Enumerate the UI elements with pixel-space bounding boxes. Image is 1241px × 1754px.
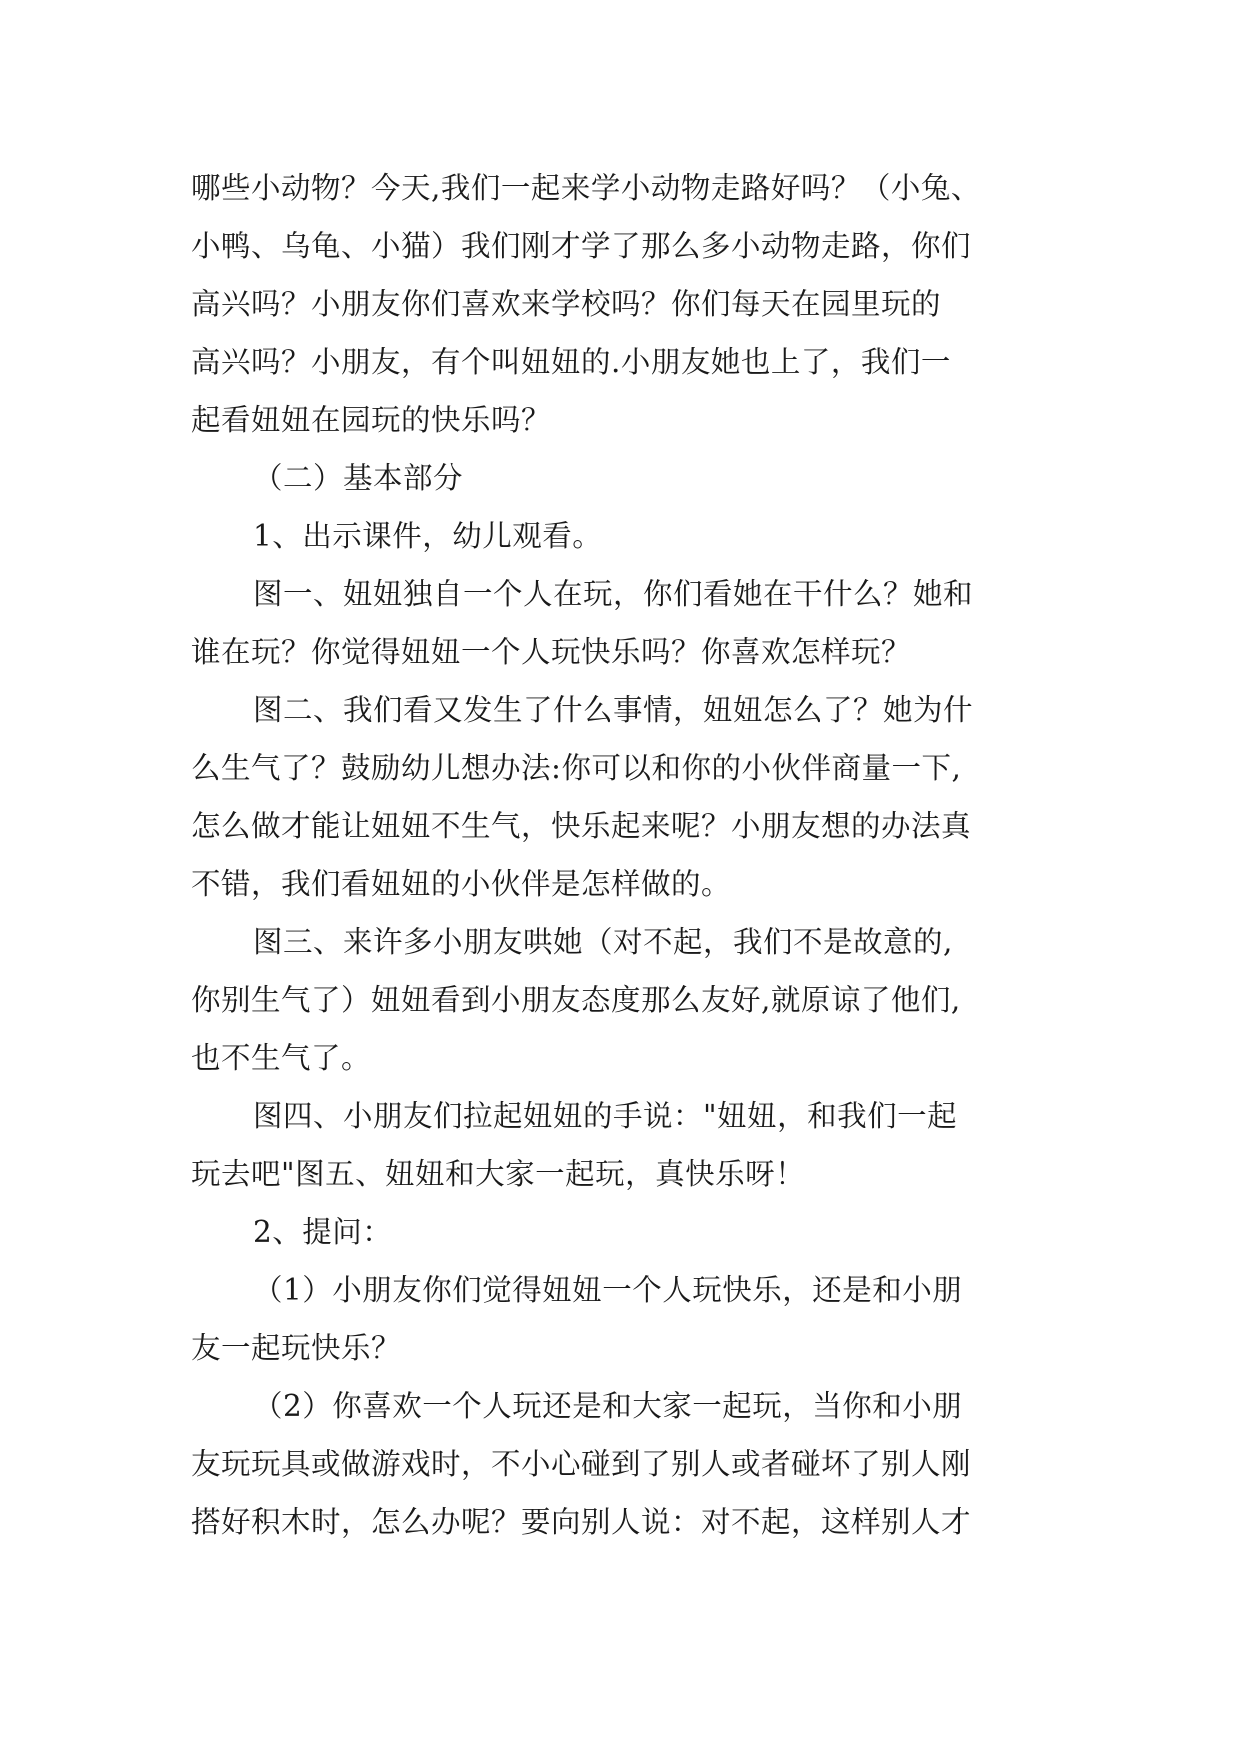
text-line: （1）小朋友你们觉得妞妞一个人玩快乐，还是和小朋 (253, 1273, 963, 1307)
text-line: 高兴吗？小朋友，有个叫妞妞的.小朋友她也上了，我们一 (191, 345, 951, 379)
text-line: 友玩玩具或做游戏时，不小心碰到了别人或者碰坏了别人刚 (191, 1447, 972, 1481)
text-line: 哪些小动物？今天,我们一起来学小动物走路好吗？（小兔、 (191, 171, 981, 205)
text-line: 1、出示课件，幼儿观看。 (253, 519, 603, 553)
text-line: 么生气了？鼓励幼儿想办法:你可以和你的小伙伴商量一下, (191, 751, 962, 785)
text-line: 2、提问： (253, 1215, 393, 1249)
text-line: 不错，我们看妞妞的小伙伴是怎样做的。 (191, 867, 732, 901)
text-line: 谁在玩？你觉得妞妞一个人玩快乐吗？你喜欢怎样玩？ (191, 635, 912, 669)
text-line: 友一起玩快乐？ (191, 1331, 402, 1365)
text-line: 玩去吧"图五、妞妞和大家一起玩，真快乐呀！ (191, 1157, 806, 1191)
text-line: （2）你喜欢一个人玩还是和大家一起玩，当你和小朋 (253, 1389, 963, 1423)
text-line: 你别生气了）妞妞看到小朋友态度那么友好,就原谅了他们, (191, 983, 961, 1017)
text-line: 图一、妞妞独自一个人在玩，你们看她在干什么？她和 (253, 577, 974, 611)
section-heading: （二）基本部分 (253, 461, 464, 495)
text-line: 图四、小朋友们拉起妞妞的手说："妞妞，和我们一起 (253, 1099, 958, 1133)
text-line: 小鸭、乌龟、小猫）我们刚才学了那么多小动物走路，你们 (191, 229, 972, 263)
text-line: 图二、我们看又发生了什么事情，妞妞怎么了？她为什 (253, 693, 974, 727)
text-line: 搭好积木时，怎么办呢？要向别人说：对不起，这样别人才 (191, 1505, 972, 1539)
text-line: 图三、来许多小朋友哄她（对不起，我们不是故意的, (253, 925, 953, 959)
text-line: 怎么做才能让妞妞不生气，快乐起来呢？小朋友想的办法真 (191, 809, 972, 843)
text-line: 起看妞妞在园玩的快乐吗？ (191, 403, 552, 437)
body-text (191, 159, 1091, 1551)
text-line: 也不生气了。 (191, 1041, 372, 1075)
text-line: 高兴吗？小朋友你们喜欢来学校吗？你们每天在园里玩的 (191, 287, 942, 321)
